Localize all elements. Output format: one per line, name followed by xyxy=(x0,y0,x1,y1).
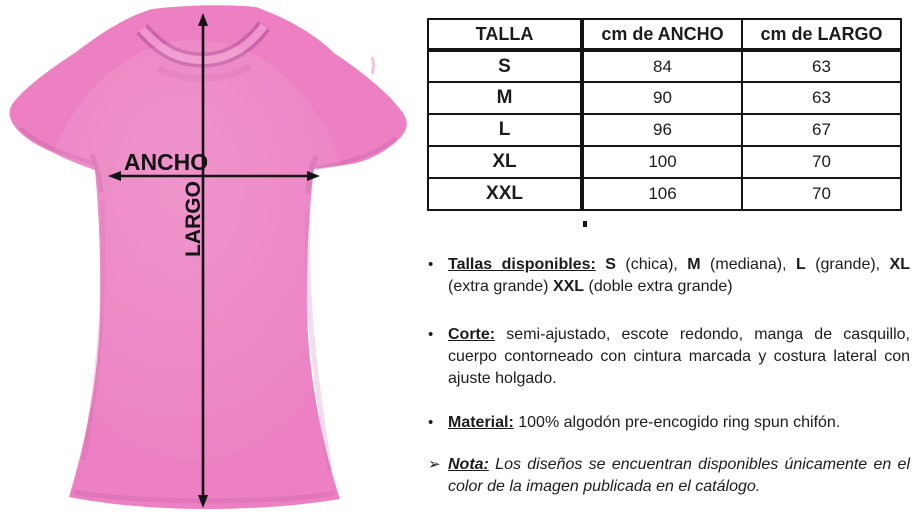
largo-label: LARGO xyxy=(182,181,205,257)
largo-cell: 67 xyxy=(742,114,901,146)
size-table-header-row xyxy=(428,19,901,50)
size-table xyxy=(427,18,902,211)
largo-cell: 70 xyxy=(742,146,901,178)
largo-cell: 63 xyxy=(742,50,901,82)
table-row xyxy=(428,114,901,146)
table-row xyxy=(428,178,901,210)
table-column-divider-tail xyxy=(583,221,587,227)
ancho-cell: 106 xyxy=(582,178,742,210)
table-row xyxy=(428,50,901,82)
largo-cell: 70 xyxy=(742,178,901,210)
largo-cell: 63 xyxy=(742,82,901,114)
bullet-material xyxy=(428,412,910,434)
arrow-bullet-icon: ➢ xyxy=(428,456,441,473)
tallas-label: Tallas disponibles: xyxy=(448,256,596,273)
ancho-cell: 96 xyxy=(582,114,742,146)
bullet-nota xyxy=(428,454,910,498)
ancho-cell: 100 xyxy=(582,146,742,178)
ancho-cell: 90 xyxy=(582,82,742,114)
material-label: Material: xyxy=(448,414,514,431)
corte-label: Corte: xyxy=(448,326,496,343)
material-text: Material: 100% algodón pre-encogido ring spun chifón. xyxy=(448,414,841,431)
product-details xyxy=(428,254,910,498)
bullet-icon: • xyxy=(428,414,434,431)
talla-cell: L xyxy=(428,114,582,146)
talla-cell: XL xyxy=(428,146,582,178)
talla-cell: XXL xyxy=(428,178,582,210)
corte-text: Corte: semi-ajustado, escote redondo, manga de casquillo, cuerpo contorneado con cintura marcada y costura lateral con ajuste holgado. xyxy=(448,326,910,387)
nota-text: Nota: Los diseños se encuentran disponibles únicamente en el color de la imagen publicada en el catálogo. xyxy=(448,456,911,495)
ancho-label: ANCHO xyxy=(123,149,209,175)
bullet-corte xyxy=(428,324,910,390)
header-ancho: cm de ANCHO xyxy=(582,19,742,50)
table-row xyxy=(428,82,901,114)
bullet-icon: • xyxy=(428,326,434,343)
talla-cell: M xyxy=(428,82,582,114)
ancho-cell: 84 xyxy=(582,50,742,82)
talla-cell: S xyxy=(428,50,582,82)
header-talla: TALLA xyxy=(428,19,582,50)
bullet-icon: • xyxy=(428,256,434,273)
tshirt-diagram xyxy=(0,0,420,515)
tallas-text: Tallas disponibles: S (chica), M (mediana), L (grande), XL (extra grande) XXL (doble extra grande) xyxy=(448,256,910,295)
nota-label: Nota: xyxy=(448,456,489,473)
sleeve-logo-mark xyxy=(372,57,374,74)
header-largo: cm de LARGO xyxy=(742,19,901,50)
bullet-tallas xyxy=(428,254,910,298)
table-row xyxy=(428,146,901,178)
